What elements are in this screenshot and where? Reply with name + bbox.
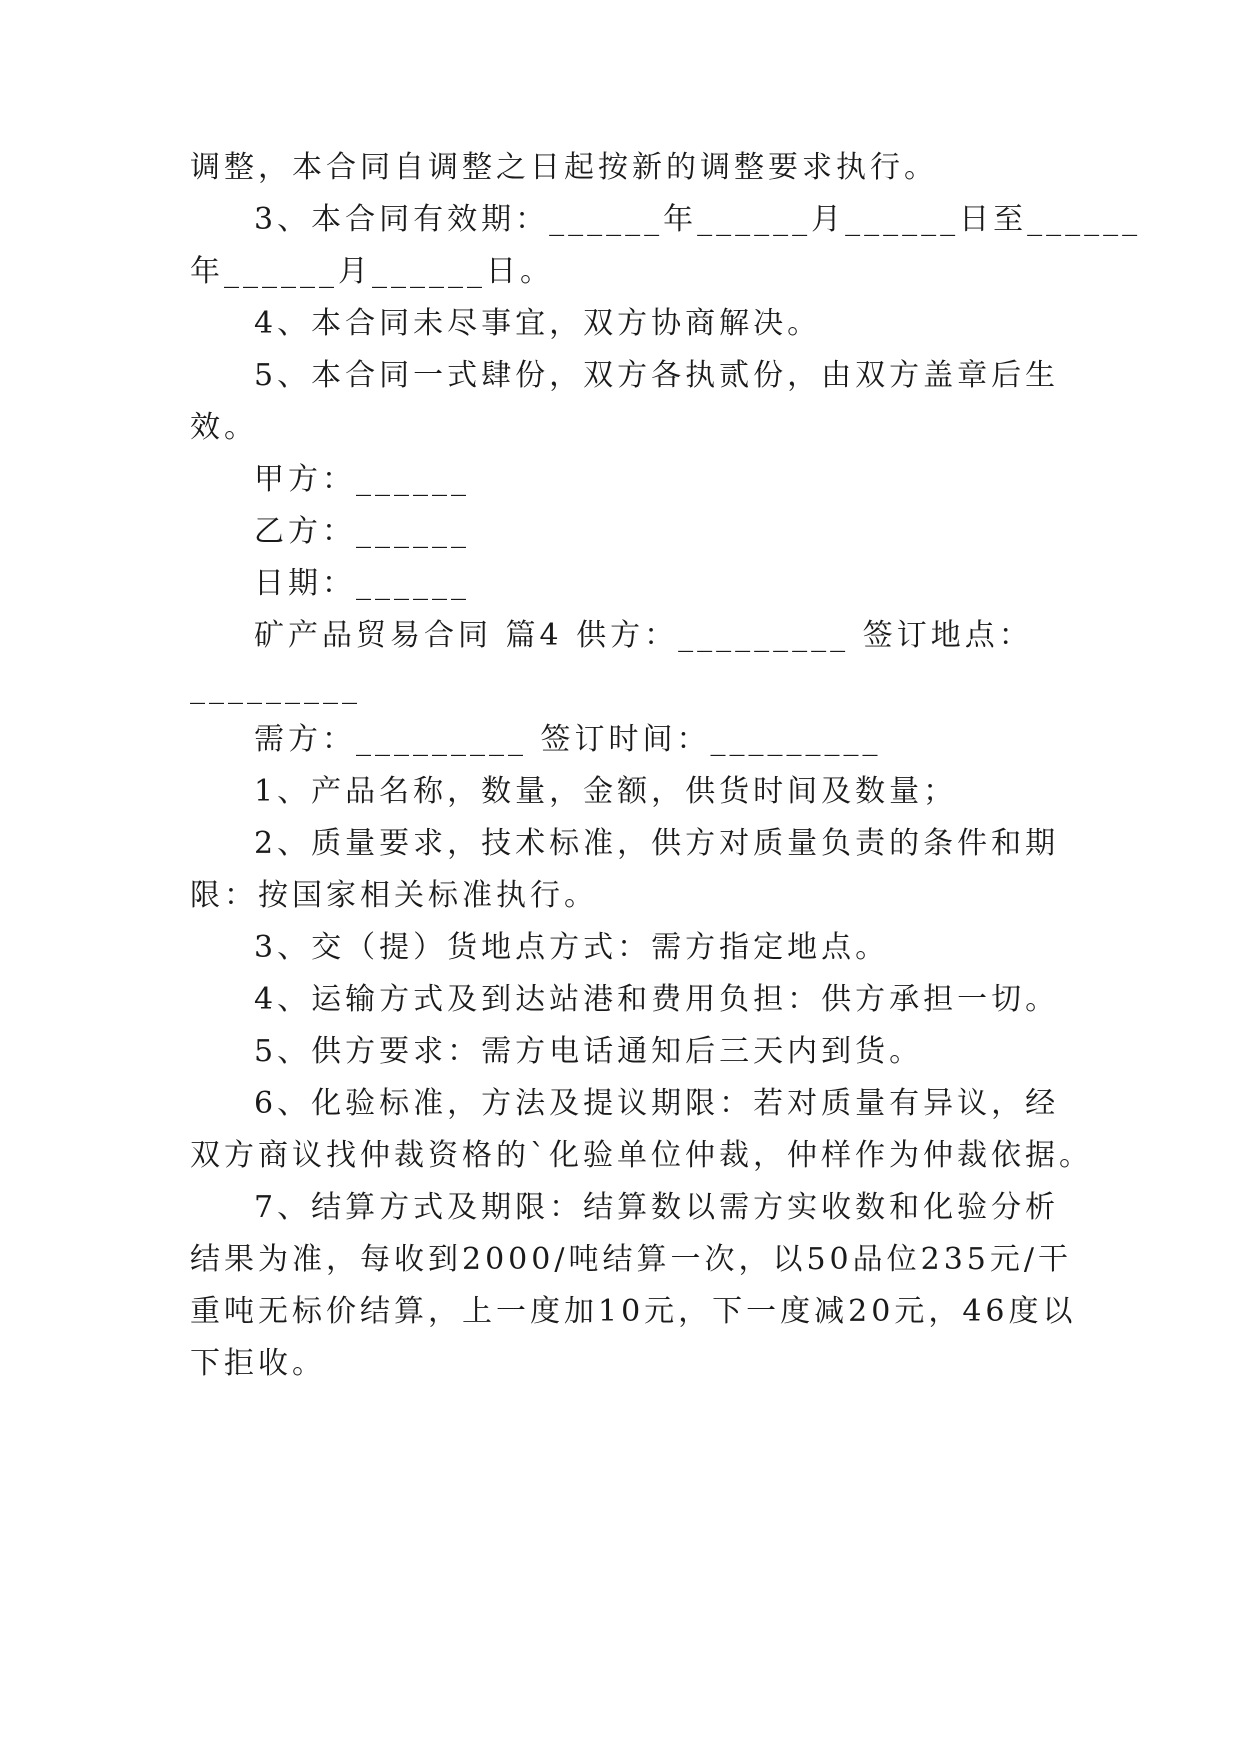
text-line: 需方：_________ 签订时间：_________: [254, 722, 882, 757]
text-line: 结果为准，每收到2000/吨结算一次，以50品位235元/干: [190, 1242, 1072, 1277]
text-line: 5、本合同一式肆份，双方各执贰份，由双方盖章后生: [254, 358, 1060, 393]
text-line: 4、本合同未尽事宜，双方协商解决。: [254, 306, 822, 341]
text-line: 6、化验标准，方法及提议期限：若对质量有异议，经: [254, 1086, 1060, 1121]
text-line: 双方商议找仲裁资格的`化验单位仲裁，仲样作为仲裁依据。: [190, 1138, 1093, 1173]
text-line: 日期：______: [254, 566, 470, 601]
text-line: 乙方：______: [254, 514, 470, 549]
text-line: 下拒收。: [190, 1346, 326, 1381]
text-line: 矿产品贸易合同 篇4 供方：_________ 签订地点：: [254, 618, 1033, 653]
text-line: 效。: [190, 410, 258, 445]
text-line: 年______月______日。: [190, 254, 554, 289]
text-line: 重吨无标价结算，上一度加10元，下一度减20元，46度以: [190, 1294, 1077, 1329]
text-line: 甲方：______: [254, 462, 470, 497]
text-line: _________: [190, 670, 361, 705]
text-line: 1、产品名称，数量，金额，供货时间及数量；: [254, 774, 958, 809]
text-line: 限：按国家相关标准执行。: [190, 878, 598, 913]
text-line: 3、交（提）货地点方式：需方指定地点。: [254, 930, 890, 965]
text-line: 调整，本合同自调整之日起按新的调整要求执行。: [190, 150, 938, 185]
text-line: 5、供方要求：需方电话通知后三天内到货。: [254, 1034, 924, 1069]
text-line: 2、质量要求，技术标准，供方对质量负责的条件和期: [254, 826, 1060, 861]
text-line: 4、运输方式及到达站港和费用负担：供方承担一切。: [254, 982, 1060, 1017]
text-line: 7、结算方式及期限：结算数以需方实收数和化验分析: [254, 1190, 1060, 1225]
text-line: 3、本合同有效期：______年______月______日至______: [254, 202, 1142, 237]
